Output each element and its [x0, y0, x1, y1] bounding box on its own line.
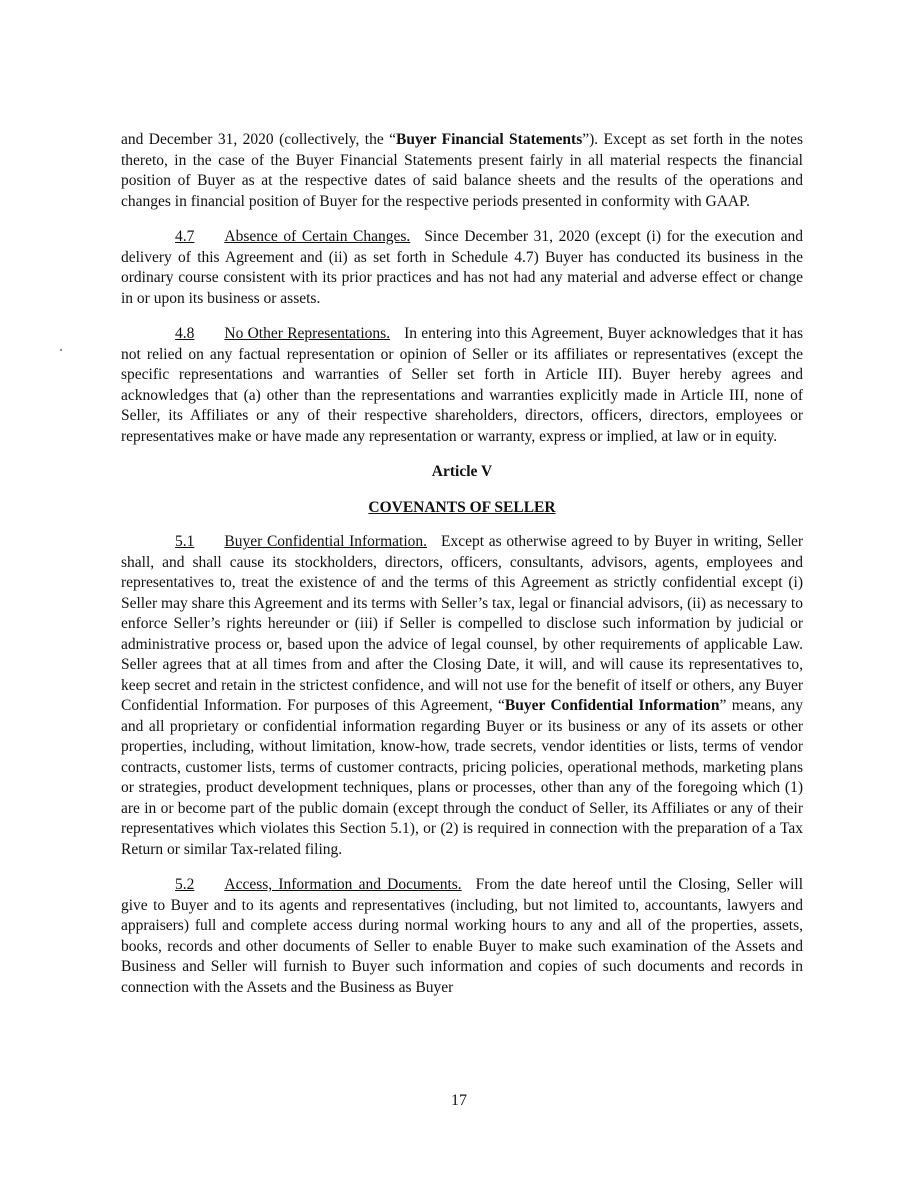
section-number: 5.1	[175, 533, 195, 550]
paragraph-financial-statements: and December 31, 2020 (collectively, the “Buyer Financial Statements”). Except as set forth in the notes thereto, in the case of the Buyer Financial Statements present fairly in all material respects the financial position of Buyer as at the respective dates of said balance sheets and the results of the operations and changes in financial position of Buyer for the respective periods presented in conformity with GAAP.	[121, 131, 804, 210]
section-number: 5.2	[175, 876, 195, 893]
article-label: Article V	[431, 463, 493, 480]
scan-speck	[60, 349, 62, 351]
section-text: From the date hereof until the Closing, Seller will give to Buyer and to its agents and representatives (including, but not limited to, accountants, lawyers and appraisers) full and complete access during normal working hours to any and all of the properties, assets, books, records and other documents of Seller to enable Buyer to make such examination of the Assets and Business and Seller will furnish to Buyer such information and copies of such documents and records in connection with the Assets and the Business as Buyer	[121, 876, 803, 996]
section-4-7	[121, 227, 803, 309]
section-text: Since December 31, 2020 (except (i) for the execution and delivery of this Agreement and (ii) as set forth in Schedule 4.7) Buyer has conducted its business in the ordinary course consistent with its prior practices and has not had any material and adverse effect or change in or upon its business or assets.	[121, 228, 804, 307]
section-number: 4.7	[175, 228, 195, 245]
section-title: Absence of Certain Changes.	[224, 228, 411, 245]
section-5-1	[121, 532, 803, 860]
section-text: In entering into this Agreement, Buyer acknowledges that it has not relied on any factual representation or opinion of Seller or its affiliates or representatives (except the specific representations and warranties of Seller set forth in Article III). Buyer hereby agrees and acknowledges that (a) other than the representations and warranties explicitly made in Article III, none of Seller, its Affiliates or any of their respective shareholders, directors, officers, directors, employees or representatives make or have made any representation or warranty, express or implied, at law or in equity.	[121, 325, 803, 445]
section-4-8	[121, 324, 803, 447]
document-body	[121, 130, 803, 1013]
section-title: Access, Information and Documents.	[224, 876, 462, 893]
section-5-2	[121, 875, 803, 998]
section-title: No Other Representations.	[224, 325, 391, 342]
defined-term: Buyer Financial Statements	[396, 131, 583, 148]
article-title: COVENANTS OF SELLER	[368, 498, 556, 516]
page-number: 17	[451, 1092, 467, 1109]
section-text: Except as otherwise agreed to by Buyer in writing, Seller shall, and shall cause its stockholders, directors, officers, consultants, advisors, agents, employees and representatives to, treat the existence of and the terms of this Agreement as strictly confidential except (i) Seller may share this Agreement and its terms with Seller’s tax, legal or financial advisors, (ii) as necessary to enforce Seller’s rights hereunder or (iii) if Seller is compelled to disclose such information by judicial or administrative process or, based upon the advice of legal counsel, by other requirements of applicable Law. Seller agrees that at all times from and after the Closing Date, it will, and will cause its representatives to, keep secret and retain in the strictest confidence, and will not use for the benefit of itself or others, any Buyer Confidential Information. For purposes of this Agreement, “	[121, 533, 803, 714]
defined-term: Buyer Confidential Information	[504, 697, 720, 714]
section-number: 4.8	[175, 325, 195, 342]
section-text-continued: ” means, any and all proprietary or confidential information regarding Buyer or its business or any of its assets or other properties, including, without limitation, know-how, trade secrets, vendor identities or lists, terms of vendor contracts, customer lists, terms of customer contracts, pricing policies, operational methods, marketing plans or strategies, product development techniques, plans or processes, other than any of the foregoing which (1) are in or become part of the public domain (except through the conduct of Seller, its Affiliates or any of their representatives which violates this Section 5.1), or (2) is required in connection with the preparation of a Tax Return or similar Tax-related filing.	[121, 697, 804, 858]
section-title: Buyer Confidential Information.	[224, 533, 428, 550]
